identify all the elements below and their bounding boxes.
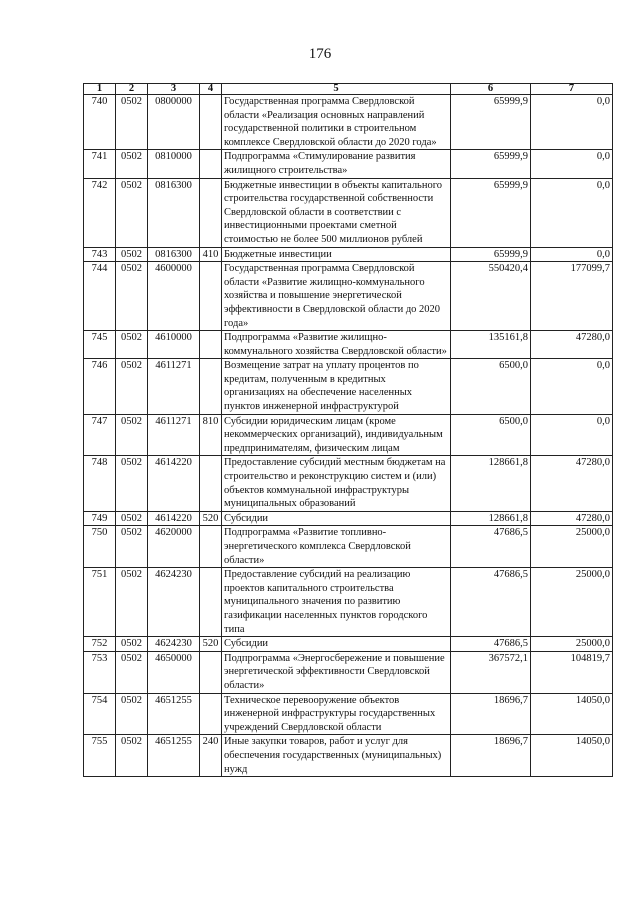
expense-type-code-cell: 520 [200,511,222,526]
amount-col6-cell: 128661,8 [451,511,531,526]
target-article-code-cell: 4614220 [148,456,200,511]
target-article-code-cell: 4651255 [148,693,200,735]
expense-type-code-cell [200,568,222,637]
row-number-cell: 741 [84,150,116,178]
amount-col7-cell: 25000,0 [531,526,613,568]
amount-col7-cell: 25000,0 [531,568,613,637]
target-article-code-cell: 4651255 [148,735,200,777]
table-row [84,526,613,568]
section-code-cell: 0502 [116,247,148,262]
column-header: 3 [148,84,200,95]
table-row [84,262,613,331]
row-number-cell: 749 [84,511,116,526]
expense-type-code-cell [200,693,222,735]
table-row [84,150,613,178]
expense-type-code-cell [200,178,222,247]
amount-col6-cell: 135161,8 [451,331,531,359]
amount-col7-cell: 0,0 [531,414,613,456]
row-number-cell: 752 [84,637,116,652]
expense-type-code-cell [200,150,222,178]
target-article-code-cell: 0810000 [148,150,200,178]
amount-col7-cell: 47280,0 [531,511,613,526]
expense-type-code-cell [200,331,222,359]
table-row [84,414,613,456]
row-number-cell: 750 [84,526,116,568]
row-number-cell: 742 [84,178,116,247]
section-code-cell: 0502 [116,568,148,637]
target-article-code-cell: 4650000 [148,651,200,693]
amount-col7-cell: 0,0 [531,150,613,178]
table-body [84,95,613,777]
item-name-cell: Субсидии [222,637,451,652]
amount-col7-cell: 0,0 [531,359,613,414]
section-code-cell: 0502 [116,178,148,247]
amount-col7-cell: 0,0 [531,95,613,150]
amount-col6-cell: 18696,7 [451,735,531,777]
section-code-cell: 0502 [116,735,148,777]
amount-col7-cell: 14050,0 [531,735,613,777]
expense-type-code-cell: 410 [200,247,222,262]
item-name-cell: Возмещение затрат на уплату процентов по кредитам, полученным в кредитных организациях на обеспечение населенных пунктов инженерной инфраструктурой [222,359,451,414]
section-code-cell: 0502 [116,637,148,652]
target-article-code-cell: 4611271 [148,359,200,414]
amount-col6-cell: 65999,9 [451,247,531,262]
section-code-cell: 0502 [116,95,148,150]
amount-col6-cell: 47686,5 [451,568,531,637]
page-number: 176 [308,46,332,62]
row-number-cell: 743 [84,247,116,262]
target-article-code-cell: 0816300 [148,247,200,262]
amount-col6-cell: 47686,5 [451,526,531,568]
section-code-cell: 0502 [116,456,148,511]
amount-col6-cell: 367572,1 [451,651,531,693]
expense-type-code-cell [200,526,222,568]
expense-type-code-cell [200,95,222,150]
target-article-code-cell: 4610000 [148,331,200,359]
section-code-cell: 0502 [116,150,148,178]
amount-col7-cell: 14050,0 [531,693,613,735]
column-header: 1 [84,84,116,95]
table-row [84,568,613,637]
item-name-cell: Государственная программа Свердловской области «Развитие жилищно-коммунального хозяйства и повышение энергетической эффективности в Свердловской области до 2020 года» [222,262,451,331]
section-code-cell: 0502 [116,693,148,735]
item-name-cell: Предоставление субсидий на реализацию проектов капитального строительства муниципального значения по развитию газификации населенных пунктов городского типа [222,568,451,637]
amount-col7-cell: 0,0 [531,247,613,262]
table-row [84,247,613,262]
row-number-cell: 755 [84,735,116,777]
amount-col7-cell: 104819,7 [531,651,613,693]
expense-type-code-cell: 240 [200,735,222,777]
amount-col7-cell: 25000,0 [531,637,613,652]
item-name-cell: Государственная программа Свердловской области «Реализация основных направлений государственной политики в строительном комплексе Свердловской области до 2020 года» [222,95,451,150]
item-name-cell: Подпрограмма «Стимулирование развития жилищного строительства» [222,150,451,178]
row-number-cell: 745 [84,331,116,359]
expense-type-code-cell [200,651,222,693]
amount-col6-cell: 65999,9 [451,150,531,178]
table-row [84,456,613,511]
column-header: 2 [116,84,148,95]
target-article-code-cell: 0816300 [148,178,200,247]
amount-col6-cell: 65999,9 [451,95,531,150]
row-number-cell: 748 [84,456,116,511]
item-name-cell: Подпрограмма «Энергосбережение и повышение энергетической эффективности Свердловской области» [222,651,451,693]
section-code-cell: 0502 [116,262,148,331]
section-code-cell: 0502 [116,526,148,568]
expense-type-code-cell [200,456,222,511]
expense-type-code-cell [200,359,222,414]
expense-type-code-cell: 810 [200,414,222,456]
item-name-cell: Подпрограмма «Развитие топливно-энергетического комплекса Свердловской области» [222,526,451,568]
target-article-code-cell: 4620000 [148,526,200,568]
table-row [84,651,613,693]
target-article-code-cell: 4614220 [148,511,200,526]
amount-col7-cell: 0,0 [531,178,613,247]
column-header: 4 [200,84,222,95]
item-name-cell: Бюджетные инвестиции [222,247,451,262]
target-article-code-cell: 4624230 [148,637,200,652]
amount-col7-cell: 177099,7 [531,262,613,331]
table-row [84,331,613,359]
column-header: 6 [451,84,531,95]
section-code-cell: 0502 [116,511,148,526]
row-number-cell: 740 [84,95,116,150]
target-article-code-cell: 4600000 [148,262,200,331]
item-name-cell: Бюджетные инвестиции в объекты капитального строительства государственной собственности Свердловской области в соответствии с инвестиционными проектами сметной стоимостью не более 500 миллионов рублей [222,178,451,247]
amount-col6-cell: 6500,0 [451,414,531,456]
table-row [84,735,613,777]
section-code-cell: 0502 [116,331,148,359]
item-name-cell: Субсидии [222,511,451,526]
target-article-code-cell: 4624230 [148,568,200,637]
amount-col6-cell: 65999,9 [451,178,531,247]
amount-col6-cell: 47686,5 [451,637,531,652]
section-code-cell: 0502 [116,414,148,456]
row-number-cell: 744 [84,262,116,331]
expense-type-code-cell: 520 [200,637,222,652]
amount-col6-cell: 128661,8 [451,456,531,511]
amount-col7-cell: 47280,0 [531,331,613,359]
target-article-code-cell: 0800000 [148,95,200,150]
section-code-cell: 0502 [116,359,148,414]
row-number-cell: 747 [84,414,116,456]
expense-type-code-cell [200,262,222,331]
table-row [84,95,613,150]
amount-col6-cell: 550420,4 [451,262,531,331]
table-row [84,178,613,247]
item-name-cell: Подпрограмма «Развитие жилищно-коммунального хозяйства Свердловской области» [222,331,451,359]
row-number-cell: 753 [84,651,116,693]
row-number-cell: 754 [84,693,116,735]
amount-col7-cell: 47280,0 [531,456,613,511]
column-header: 5 [222,84,451,95]
budget-table [83,83,613,777]
section-code-cell: 0502 [116,651,148,693]
column-header: 7 [531,84,613,95]
amount-col6-cell: 18696,7 [451,693,531,735]
item-name-cell: Предоставление субсидий местным бюджетам на строительство и реконструкцию систем и (или) объектов коммунальной инфраструктуры муниципальных образований [222,456,451,511]
item-name-cell: Иные закупки товаров, работ и услуг для обеспечения государственных (муниципальных) нужд [222,735,451,777]
item-name-cell: Субсидии юридическим лицам (кроме некоммерческих организаций), индивидуальным предпринимателям, физическим лицам [222,414,451,456]
row-number-cell: 746 [84,359,116,414]
item-name-cell: Техническое перевооружение объектов инженерной инфраструктуры государственных учреждений Свердловской области [222,693,451,735]
table-row [84,359,613,414]
target-article-code-cell: 4611271 [148,414,200,456]
table-header-row [84,84,613,95]
table-row [84,511,613,526]
table-row [84,637,613,652]
amount-col6-cell: 6500,0 [451,359,531,414]
table-row [84,693,613,735]
row-number-cell: 751 [84,568,116,637]
